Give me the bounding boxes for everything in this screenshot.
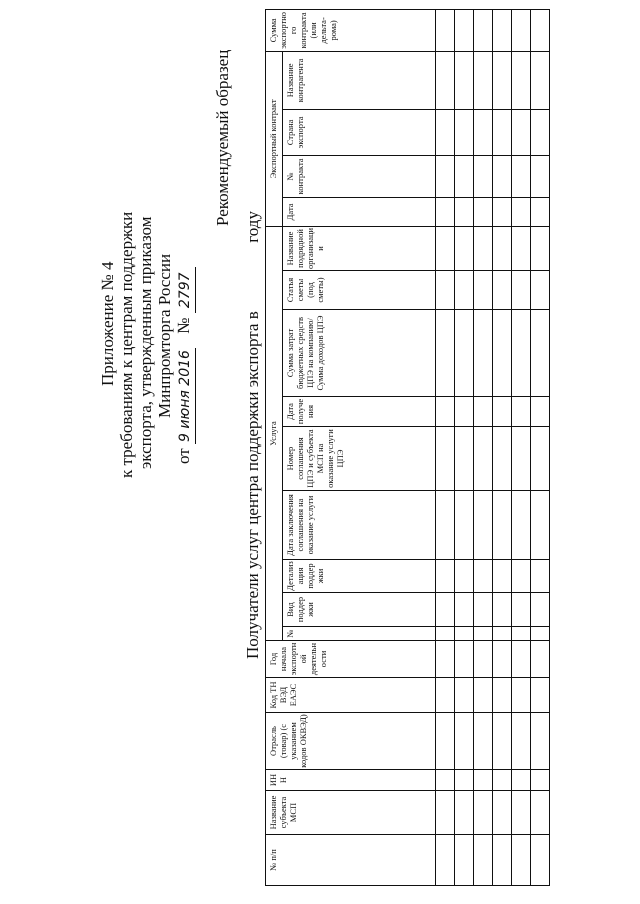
cell [512, 155, 531, 197]
cell [512, 835, 531, 886]
cell [474, 770, 493, 791]
cell [531, 226, 550, 270]
table-title [243, 211, 262, 659]
cell [531, 51, 550, 109]
cell [436, 593, 455, 627]
cell [512, 641, 531, 678]
cell [531, 397, 550, 427]
cell [493, 491, 512, 560]
col-inn: ИНН [266, 770, 436, 791]
col-contract-country: Страна экспорта [283, 109, 436, 155]
cell [493, 791, 512, 835]
cell [436, 310, 455, 397]
cell [493, 560, 512, 593]
table-row [512, 9, 531, 885]
cell [474, 835, 493, 886]
cell [436, 491, 455, 560]
cell [512, 271, 531, 310]
cell [436, 641, 455, 678]
number-prefix: № [174, 317, 193, 334]
cell [493, 271, 512, 310]
col-year: Год начала экспортной деятельности [266, 641, 436, 678]
table-row [474, 9, 493, 885]
cell [531, 835, 550, 886]
cell [512, 226, 531, 270]
cell [455, 593, 474, 627]
cell [474, 197, 493, 226]
col-contract-counterparty: Название контрагента [283, 51, 436, 109]
cell [531, 491, 550, 560]
sample-label: Рекомендуемый образец [213, 49, 232, 226]
cell [455, 427, 474, 491]
appendix-date-line [174, 267, 196, 464]
cell [436, 678, 455, 713]
cell [436, 51, 455, 109]
cell [436, 835, 455, 886]
cell [436, 9, 455, 51]
cell [474, 641, 493, 678]
cell [436, 560, 455, 593]
cell [474, 310, 493, 397]
cell [436, 155, 455, 197]
cell [474, 627, 493, 641]
cell [531, 770, 550, 791]
cell [455, 641, 474, 678]
cell [493, 226, 512, 270]
cell [455, 310, 474, 397]
group-service: Услуга [266, 226, 283, 640]
cell [512, 310, 531, 397]
cell [455, 835, 474, 886]
cell [455, 109, 474, 155]
cell [493, 310, 512, 397]
cell [436, 713, 455, 770]
cell [455, 791, 474, 835]
cell [455, 560, 474, 593]
cell [474, 713, 493, 770]
cell [512, 770, 531, 791]
cell [474, 491, 493, 560]
cell [474, 560, 493, 593]
cell [455, 51, 474, 109]
cell [436, 397, 455, 427]
cell [531, 109, 550, 155]
col-num: № п/п [266, 835, 436, 886]
cell [531, 791, 550, 835]
cell [493, 678, 512, 713]
table-title-part2: году [243, 211, 262, 243]
cell [512, 491, 531, 560]
col-service-type: Вид поддержки [283, 593, 436, 627]
cell [474, 397, 493, 427]
table-row [436, 9, 455, 885]
cell [474, 593, 493, 627]
cell [512, 713, 531, 770]
appendix-line-1: к требованиям к центрам поддержки [117, 211, 136, 478]
cell [474, 9, 493, 51]
col-service-budget-item: Статья сметы (под сметы) [283, 271, 436, 310]
cell [436, 109, 455, 155]
cell [455, 271, 474, 310]
appendix-title: Приложение № 4 [98, 261, 117, 386]
cell [455, 713, 474, 770]
col-service-agreement-number: Номер соглашения ЦПЭ и субъекта МСП на оказание услуги ЦПЭ [283, 427, 436, 491]
cell [455, 627, 474, 641]
table-row [455, 9, 474, 885]
cell [436, 791, 455, 835]
cell [474, 427, 493, 491]
cell [436, 770, 455, 791]
col-contract-number: № контракта [283, 155, 436, 197]
cell [474, 109, 493, 155]
col-tnved: Код ТН ВЭД ЕАЭС [266, 678, 436, 713]
cell [493, 770, 512, 791]
cell [493, 627, 512, 641]
cell [455, 226, 474, 270]
col-contract-date: Дата [283, 197, 436, 226]
cell [474, 271, 493, 310]
col-service-date-received: Дата получения [283, 397, 436, 427]
cell [436, 271, 455, 310]
cell [493, 155, 512, 197]
cell [531, 627, 550, 641]
cell [436, 427, 455, 491]
cell [474, 791, 493, 835]
number-value: 2797 [176, 267, 196, 313]
cell [493, 593, 512, 627]
cell [531, 713, 550, 770]
col-name: Название субъекта МСП [266, 791, 436, 835]
cell [531, 271, 550, 310]
cell [455, 9, 474, 51]
cell [493, 51, 512, 109]
cell [474, 51, 493, 109]
col-contract-sum: Сумма экспортного контракта (или дельта-рома) [266, 9, 436, 51]
group-contract: Экспортный контракт [266, 51, 283, 226]
cell [531, 678, 550, 713]
cell [493, 9, 512, 51]
cell [493, 835, 512, 886]
cell [436, 197, 455, 226]
cell [531, 593, 550, 627]
cell [531, 155, 550, 197]
cell [455, 397, 474, 427]
cell [493, 713, 512, 770]
col-service-date-agreement: Дата заключения соглашения на оказание услуги [283, 491, 436, 560]
cell [531, 197, 550, 226]
cell [531, 560, 550, 593]
col-service-num: № [283, 627, 436, 641]
table-title-part1: Получатели услуг центра поддержки экспорта в [243, 311, 262, 659]
col-industry: Отрасль (товар) (с указанием кодов ОКВЭД) [266, 713, 436, 770]
cell [531, 427, 550, 491]
cell [474, 678, 493, 713]
cell [531, 310, 550, 397]
cell [512, 593, 531, 627]
cell [512, 397, 531, 427]
cell [474, 226, 493, 270]
date-value: 9 июня 2016 [176, 348, 196, 444]
cell [474, 155, 493, 197]
table-row [493, 9, 512, 885]
cell [512, 427, 531, 491]
cell [512, 627, 531, 641]
appendix-line-2: экспорта, утвержденным приказом [136, 216, 155, 469]
table-row [531, 9, 550, 885]
cell [531, 641, 550, 678]
cell [455, 678, 474, 713]
cell [455, 155, 474, 197]
cell [436, 627, 455, 641]
cell [455, 197, 474, 226]
col-service-detail: Детализация поддержки [283, 560, 436, 593]
cell [512, 51, 531, 109]
date-prefix: от [174, 448, 193, 464]
cell [493, 641, 512, 678]
cell [512, 678, 531, 713]
cell [455, 491, 474, 560]
cell [493, 397, 512, 427]
cell [455, 770, 474, 791]
cell [512, 560, 531, 593]
cell [436, 226, 455, 270]
header-row-1 [266, 9, 283, 885]
cell [512, 791, 531, 835]
recipients-table [265, 9, 550, 886]
col-service-amount: Сумма затрат бюджетных средств ЦПЭ на компанию/ Сумма доходов ЦПЭ [283, 310, 436, 397]
cell [493, 427, 512, 491]
cell [531, 9, 550, 51]
cell [493, 109, 512, 155]
cell [512, 197, 531, 226]
appendix-line-3: Минпромторга России [155, 253, 174, 418]
cell [512, 9, 531, 51]
cell [493, 197, 512, 226]
cell [512, 109, 531, 155]
col-service-org-name: Название подрядной организации [283, 226, 436, 270]
